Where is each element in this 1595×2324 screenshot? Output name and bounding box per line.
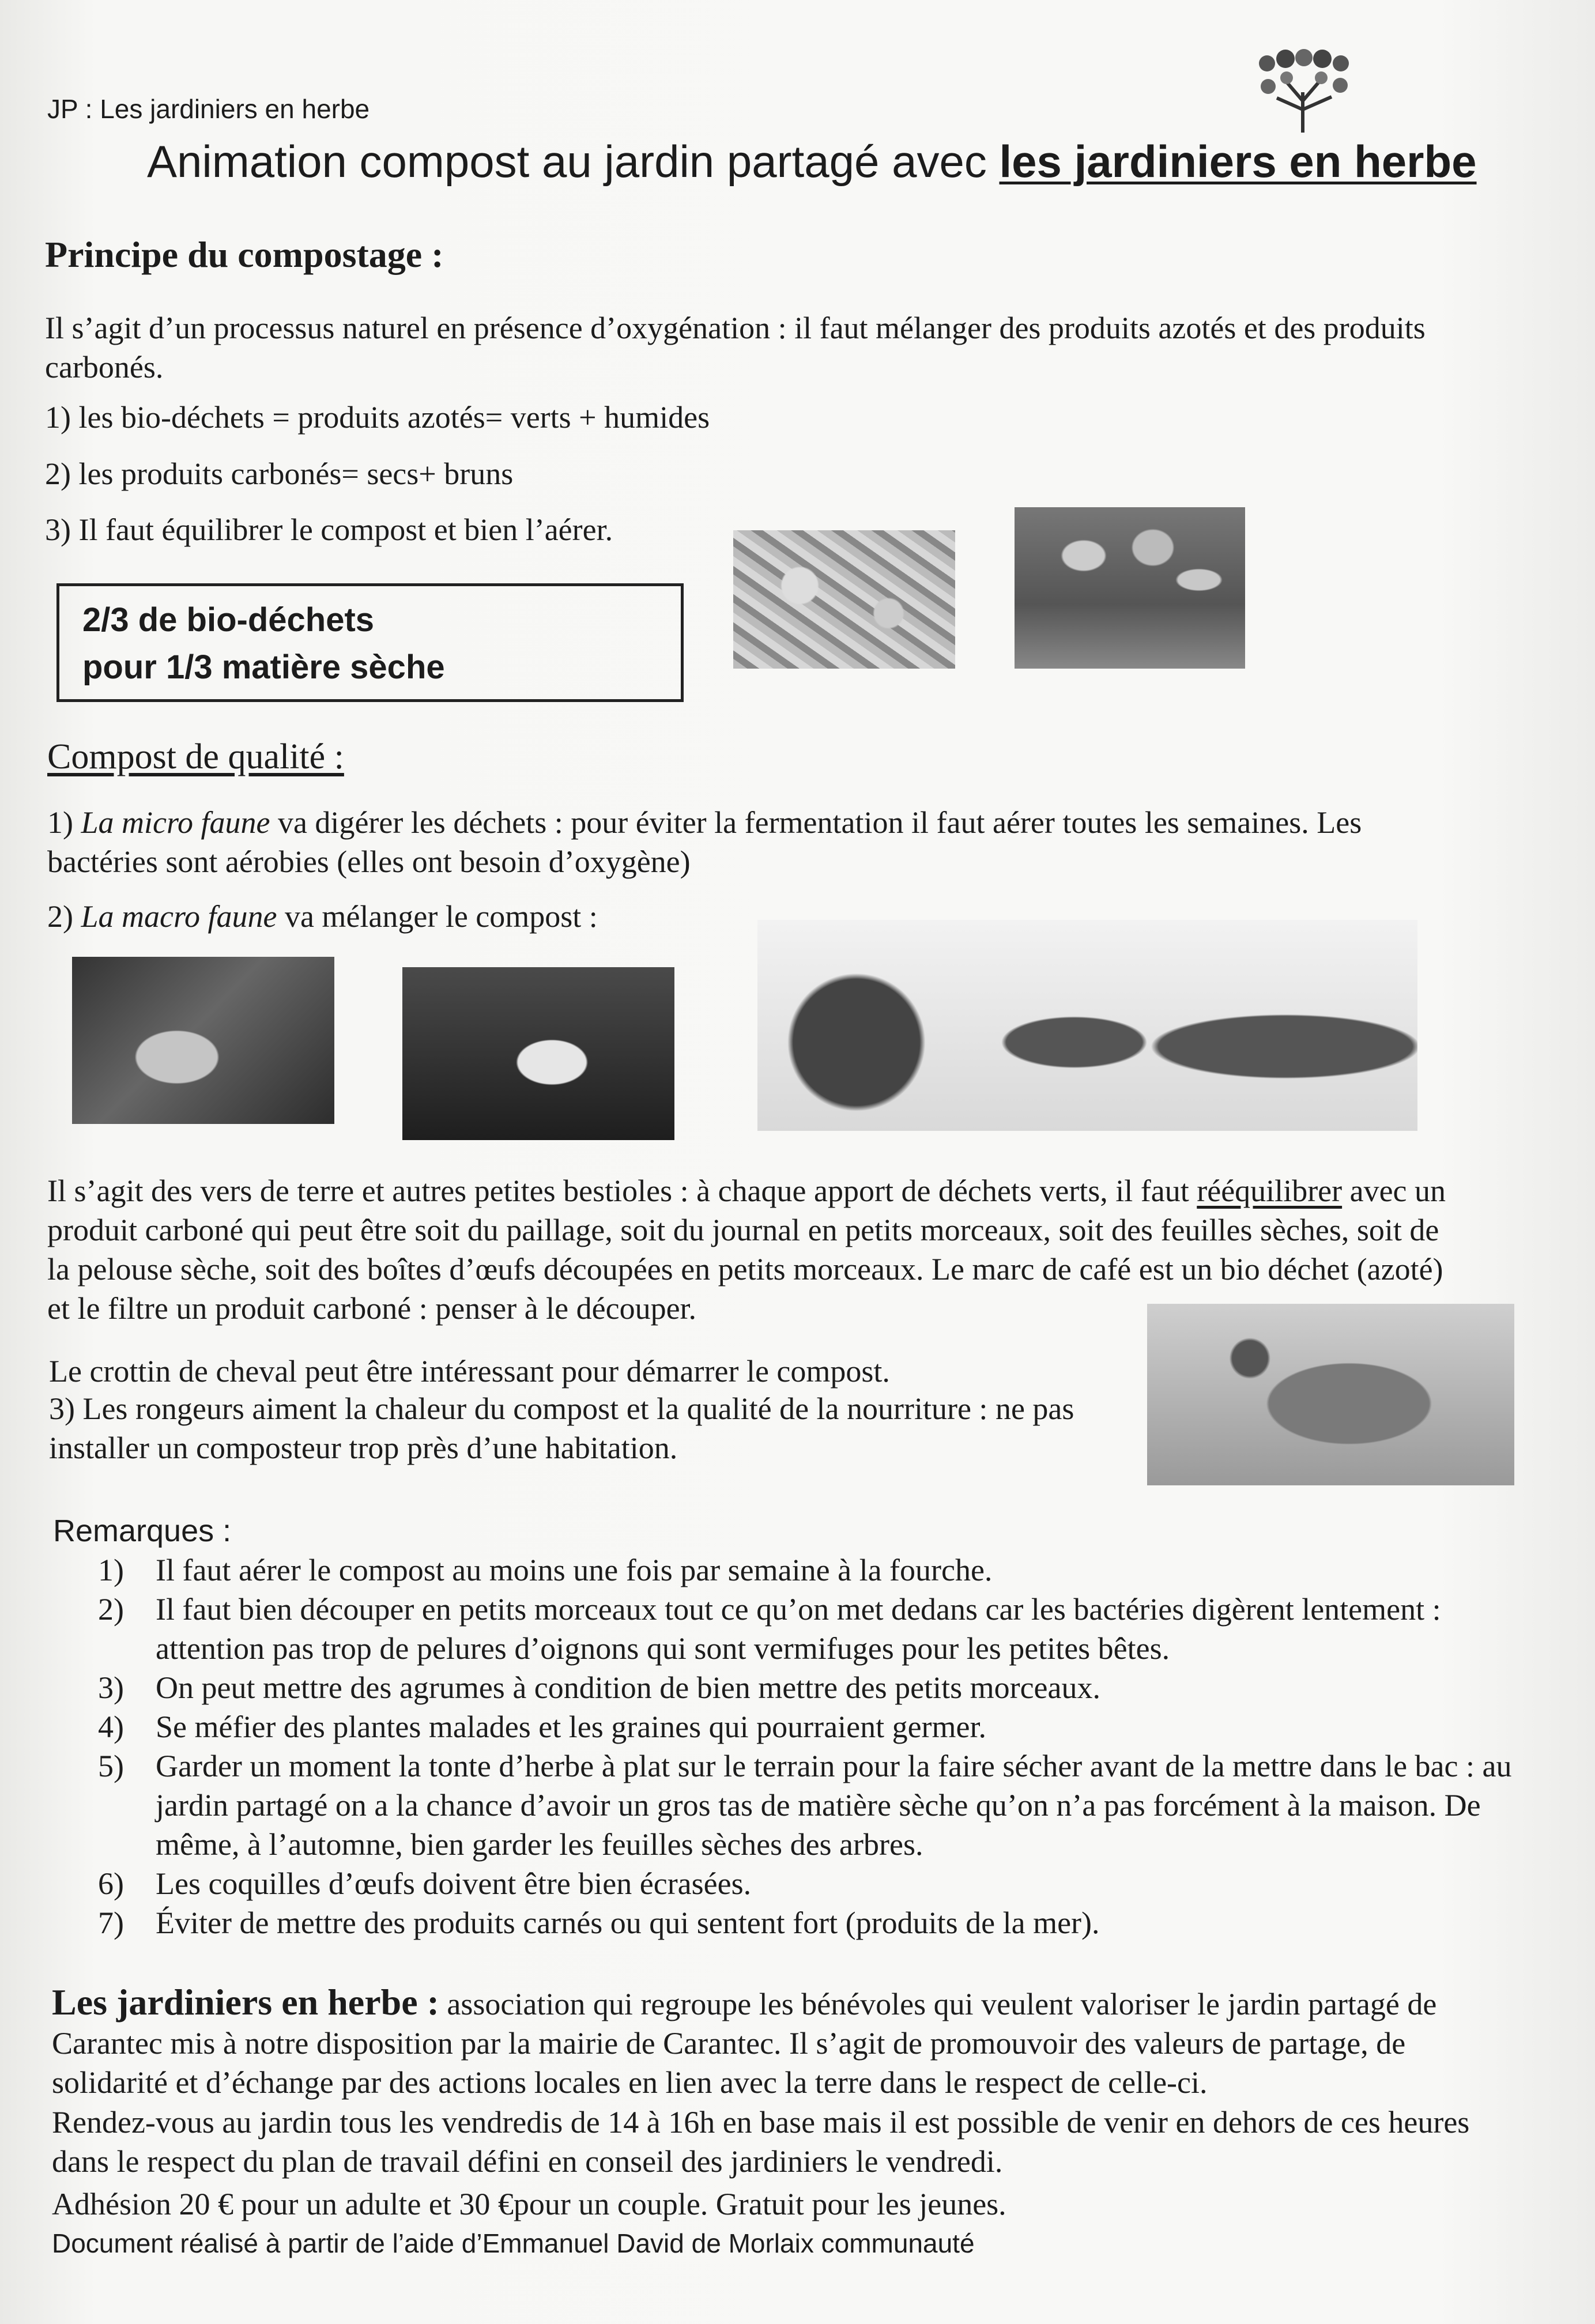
remarque-number: 5) (98, 1749, 124, 1783)
remarque-text: On peut mettre des agrumes à condition de bien mettre des petits morceaux. (156, 1670, 1100, 1705)
remarque-text: Se méfier des plantes malades et les graines qui pourraient germer. (156, 1710, 986, 1744)
rongeurs-paragraph: 3) Les rongeurs aiment la chaleur du compost et la qualité de la nourriture : ne pas installer un composteur trop près d’une habitation. (49, 1391, 1074, 1465)
ratio-box-line-1: 2/3 de bio-déchets (82, 601, 375, 639)
association-paragraph (52, 1983, 1528, 2102)
remarque-number: 6) (98, 1866, 124, 1901)
remarque-item (98, 1903, 1522, 1942)
woodlice-photo (757, 920, 1417, 1131)
principe-item-3: 3) Il faut équilibrer le compost et bien l’aérer. (45, 512, 613, 547)
tree-logo-icon (1245, 46, 1360, 133)
principe-heading: Principe du compostage : (45, 234, 444, 275)
ratio-box-line-2: pour 1/3 matière sèche (82, 648, 445, 686)
page-title-prefix: Animation compost au jardin partagé avec (147, 136, 1000, 187)
mouse-photo (1147, 1304, 1514, 1485)
qualite-heading (47, 737, 344, 778)
qualite-para-2 (47, 897, 598, 936)
remarque-number: 7) (98, 1906, 124, 1940)
macro-faune-paragraph-b: avec un produit carboné qui peut être soit du paillage, soit du journal en petits morceaux, soit des feuilles sèches, soit de la pelouse sèche, soit des boîtes d’œufs découpées en petits morceaux. Le marc de café est un bio déchet (azoté) et le filtre un produit carboné : penser à le découper. (47, 1174, 1446, 1326)
association-text: association qui regroupe les bénévoles qui veulent valoriser le jardin partagé de Carantec mis à notre disposition par la mairie de Carantec. Il s’agit de promouvoir des valeurs de partage, de solidarité et d’échange par des actions locales en lien avec la terre dans le respect de celle-ci. (52, 1987, 1437, 2100)
qualite-p1-text: va digérer les déchets : pour éviter la fermentation il faut aérer toutes les semaines. Les bactéries sont aérobies (elles ont besoin d’oxygène) (47, 805, 1362, 879)
remarque-item (98, 1668, 1522, 1707)
principe-intro: Il s’agit d’un processus naturel en présence d’oxygénation : il faut mélanger des produits azotés et des produits carbonés. (45, 311, 1426, 384)
principe-item-2: 2) les produits carbonés= secs+ bruns (45, 456, 514, 491)
qualite-heading-text: Compost de qualité : (47, 737, 344, 776)
remarque-item (98, 1864, 1522, 1903)
crottin-paragraph: Le crottin de cheval peut être intéressant pour démarrer le compost. (49, 1354, 890, 1389)
remarque-item (98, 1590, 1522, 1668)
rdv-paragraph: Rendez-vous au jardin tous les vendredis de 14 à 16h en base mais il est possible de venir en dehors de ces heures dans le respect du plan de travail défini en conseil des jardiniers le vendredi. (52, 2105, 1470, 2179)
mushrooms-photo (1015, 507, 1245, 669)
remarque-text: Éviter de mettre des produits carnés ou qui sentent fort (produits de la mer). (156, 1906, 1100, 1940)
remarque-item (98, 1550, 1522, 1590)
remarque-text: Les coquilles d’œufs doivent être bien écrasées. (156, 1866, 752, 1901)
remarques-list (98, 1550, 1522, 1942)
qualite-para-1 (47, 803, 1454, 881)
macro-faune-term: La macro faune (81, 899, 277, 934)
document-credit: Document réalisé à partir de l’aide d’Emmanuel David de Morlaix communauté (52, 2228, 975, 2258)
principe-item-1: 1) les bio-déchets = produits azotés= verts + humides (45, 400, 710, 435)
qualite-p1-num: 1) (47, 805, 81, 840)
remarque-item (98, 1746, 1522, 1864)
remarques-heading: Remarques : (53, 1514, 232, 1548)
micro-faune-term: La micro faune (81, 805, 270, 840)
springtail-photo (402, 967, 674, 1140)
association-name: Les jardiniers en herbe : (52, 1982, 439, 2023)
qualite-p2-text: va mélanger le compost : (277, 899, 598, 934)
ratio-box (56, 583, 684, 702)
earthworm-photo (72, 957, 334, 1124)
page-title-emphasis: les jardiniers en herbe (999, 136, 1477, 187)
page-title (147, 135, 1477, 188)
remarque-number: 4) (98, 1710, 124, 1744)
macro-faune-paragraph-a: Il s’agit des vers de terre et autres petites bestioles : à chaque apport de déchets verts, il faut (47, 1174, 1197, 1208)
remarque-number: 1) (98, 1553, 124, 1587)
remarque-text: Il faut aérer le compost au moins une fois par semaine à la fourche. (156, 1553, 993, 1587)
header-tagline: JP : Les jardiniers en herbe (47, 94, 370, 124)
remarque-number: 3) (98, 1670, 124, 1705)
remarque-text: Il faut bien découper en petits morceaux tout ce qu’on met dedans car les bactéries digèrent lentement : attention pas trop de pelures d’oignons qui sont vermifuges pour les petites bêtes. (156, 1592, 1441, 1666)
remarque-number: 2) (98, 1592, 124, 1627)
bacteria-photo (733, 530, 955, 669)
reequilibrer-term: rééquilibrer (1197, 1174, 1343, 1208)
remarque-text: Garder un moment la tonte d’herbe à plat sur le terrain pour la faire sécher avant de la mettre dans le bac : au jardin partagé on a la chance d’avoir un gros tas de matière sèche qu’on n’a pas forcément à la maison. De même, à l’automne, bien garder les feuilles sèches des arbres. (156, 1749, 1512, 1862)
remarque-item (98, 1707, 1522, 1746)
adhesion-text: Adhésion 20 € pour un adulte et 30 €pour un couple. Gratuit pour les jeunes. (52, 2187, 1006, 2221)
qualite-p2-num: 2) (47, 899, 81, 934)
